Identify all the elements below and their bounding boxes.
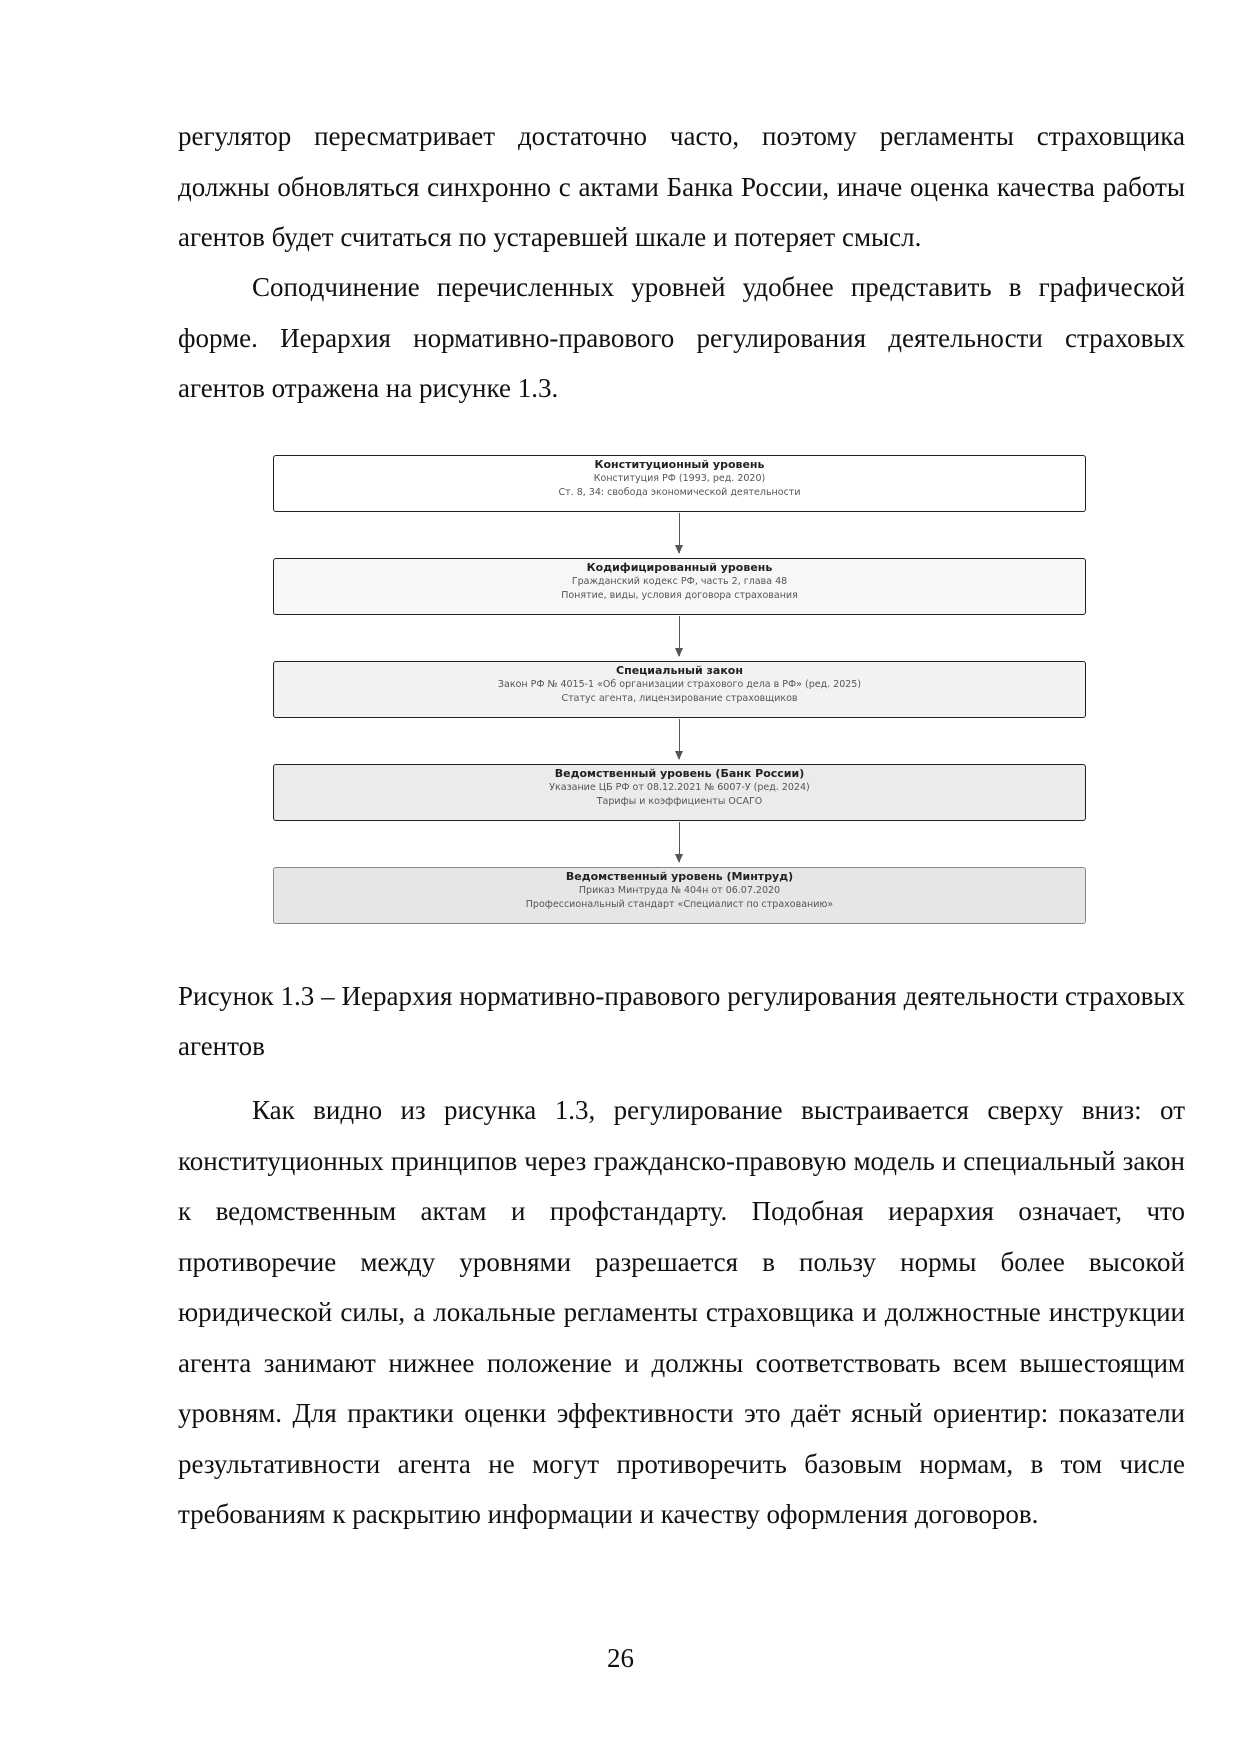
page-number: 26 <box>607 1643 634 1673</box>
level-title: Специальный закон <box>616 664 743 677</box>
level-scope: Ст. 8, 34: свобода экономической деятельности <box>558 487 801 498</box>
level-scope: Профессиональный стандарт «Специалист по страхованию» <box>525 899 834 910</box>
arrow-down-icon <box>679 822 680 862</box>
arrow-down-icon <box>679 513 680 553</box>
level-source: Закон РФ № 4015-1 «Об организации страхового дела в РФ» (ред. 2025) <box>497 679 862 690</box>
arrow-down-icon <box>679 719 680 759</box>
level-box-codified <box>273 558 1086 615</box>
level-box-mintrud <box>273 867 1086 924</box>
level-source: Конституция РФ (1993, ред. 2020) <box>593 473 766 484</box>
paragraph-1: регулятор пересматривает достаточно часто, поэтому регламенты страховщика должны обновляться синхронно с актами Банка России, иначе оценка качества работы агентов будет считаться по устаревшей шкале и потеряет смысл. <box>178 121 1185 252</box>
arrow-down-icon <box>679 616 680 656</box>
level-source: Гражданский кодекс РФ, часть 2, глава 48 <box>571 576 788 587</box>
level-title: Ведомственный уровень (Банк России) <box>554 767 805 780</box>
level-box-central-bank <box>273 764 1086 821</box>
level-scope: Тарифы и коэффициенты ОСАГО <box>596 796 763 807</box>
level-scope: Статус агента, лицензирование страховщиков <box>561 693 798 704</box>
paragraph-2: Соподчинение перечисленных уровней удобнее представить в графической форме. Иерархия нормативно-правового регулирования деятельности страховых агентов отражена на рисунке 1.3. <box>178 272 1185 403</box>
level-title: Кодифицированный уровень <box>586 561 773 574</box>
level-title: Конституционный уровень <box>594 458 765 471</box>
level-title: Ведомственный уровень (Минтруд) <box>565 870 794 883</box>
level-box-special-law <box>273 661 1086 718</box>
level-scope: Понятие, виды, условия договора страхования <box>561 590 798 601</box>
level-box-constitutional <box>273 455 1086 512</box>
paragraph-3: Как видно из рисунка 1.3, регулирование выстраивается сверху вниз: от конституционных принципов через гражданско-правовую модель и специальный закон к ведомственным актам и профстандарту. Подобная иерархия означает, что противоречие между уровнями разрешается в пользу нормы более высокой юридической силы, а локальные регламенты страховщика и должностные инструкции агента занимают нижнее положение и должны соответствовать всем вышестоящим уровням. Для практики оценки эффективности это даёт ясный ориентир: показатели результативности агента не могут противоречить базовым нормам, в том числе требованиям к раскрытию информации и качеству оформления договоров. <box>178 1095 1185 1529</box>
level-source: Приказ Минтруда № 404н от 06.07.2020 <box>578 885 781 896</box>
figure-caption: Рисунок 1.3 – Иерархия нормативно-правового регулирования деятельности страховых агентов <box>178 981 1185 1061</box>
level-source: Указание ЦБ РФ от 08.12.2021 № 6007-У (ред. 2024) <box>549 782 810 793</box>
